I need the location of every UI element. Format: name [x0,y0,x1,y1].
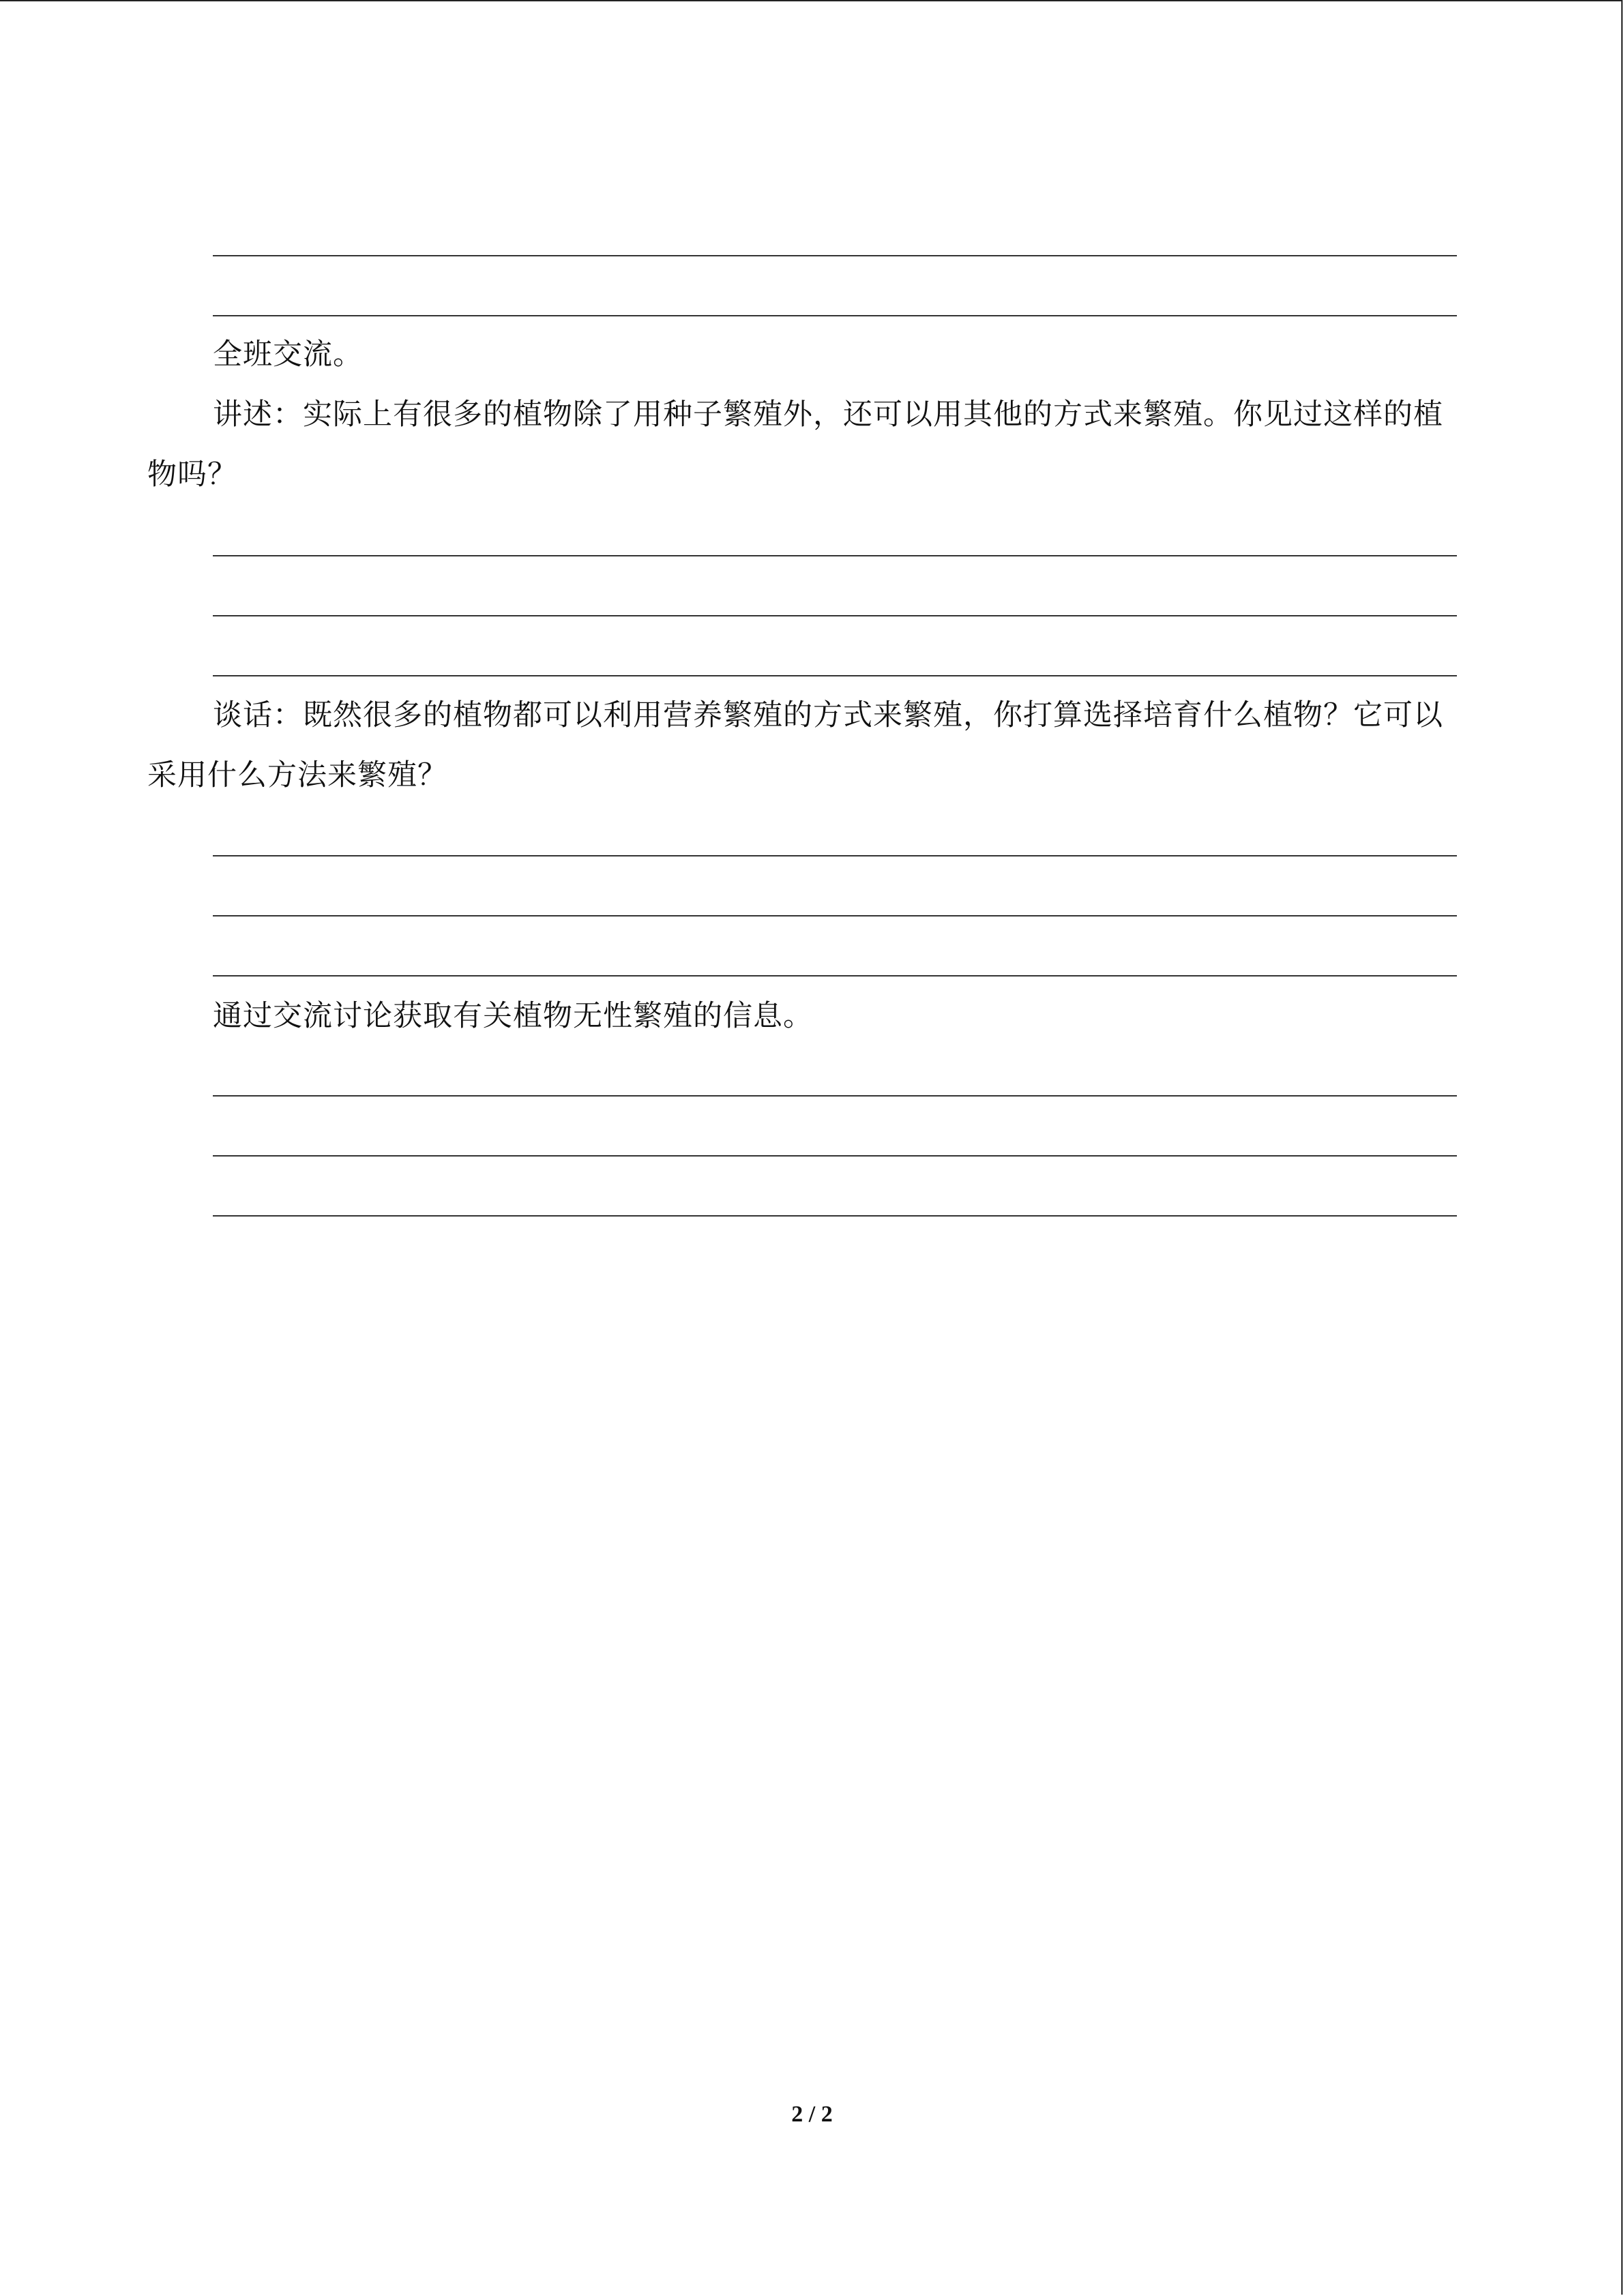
answer-line[interactable] [213,975,1457,976]
answer-line[interactable] [213,915,1457,916]
answer-line[interactable] [213,675,1457,676]
answer-line[interactable] [213,855,1457,856]
answer-line[interactable] [213,1215,1457,1217]
paragraph-discussion: 谈话：既然很多的植物都可以利用营养繁殖的方式来繁殖，你打算选择培育什么植物？它可以采用什么方法来繁殖？ [147,698,1443,792]
answer-line[interactable] [213,1155,1457,1157]
answer-line[interactable] [213,255,1457,256]
answer-line[interactable] [213,1095,1457,1097]
answer-line[interactable] [213,315,1457,316]
page-number: 2 / 2 [791,2102,833,2127]
answer-line[interactable] [213,555,1457,556]
paragraph-narration: 讲述：实际上有很多的植物除了用种子繁殖外，还可以用其他的方式来繁殖。你见过这样的植物吗？ [147,398,1443,492]
answer-line[interactable] [213,615,1457,616]
paragraph-information: 通过交流讨论获取有关植物无性繁殖的信息。 [213,999,813,1033]
paragraph-class-exchange: 全班交流。 [213,338,363,372]
